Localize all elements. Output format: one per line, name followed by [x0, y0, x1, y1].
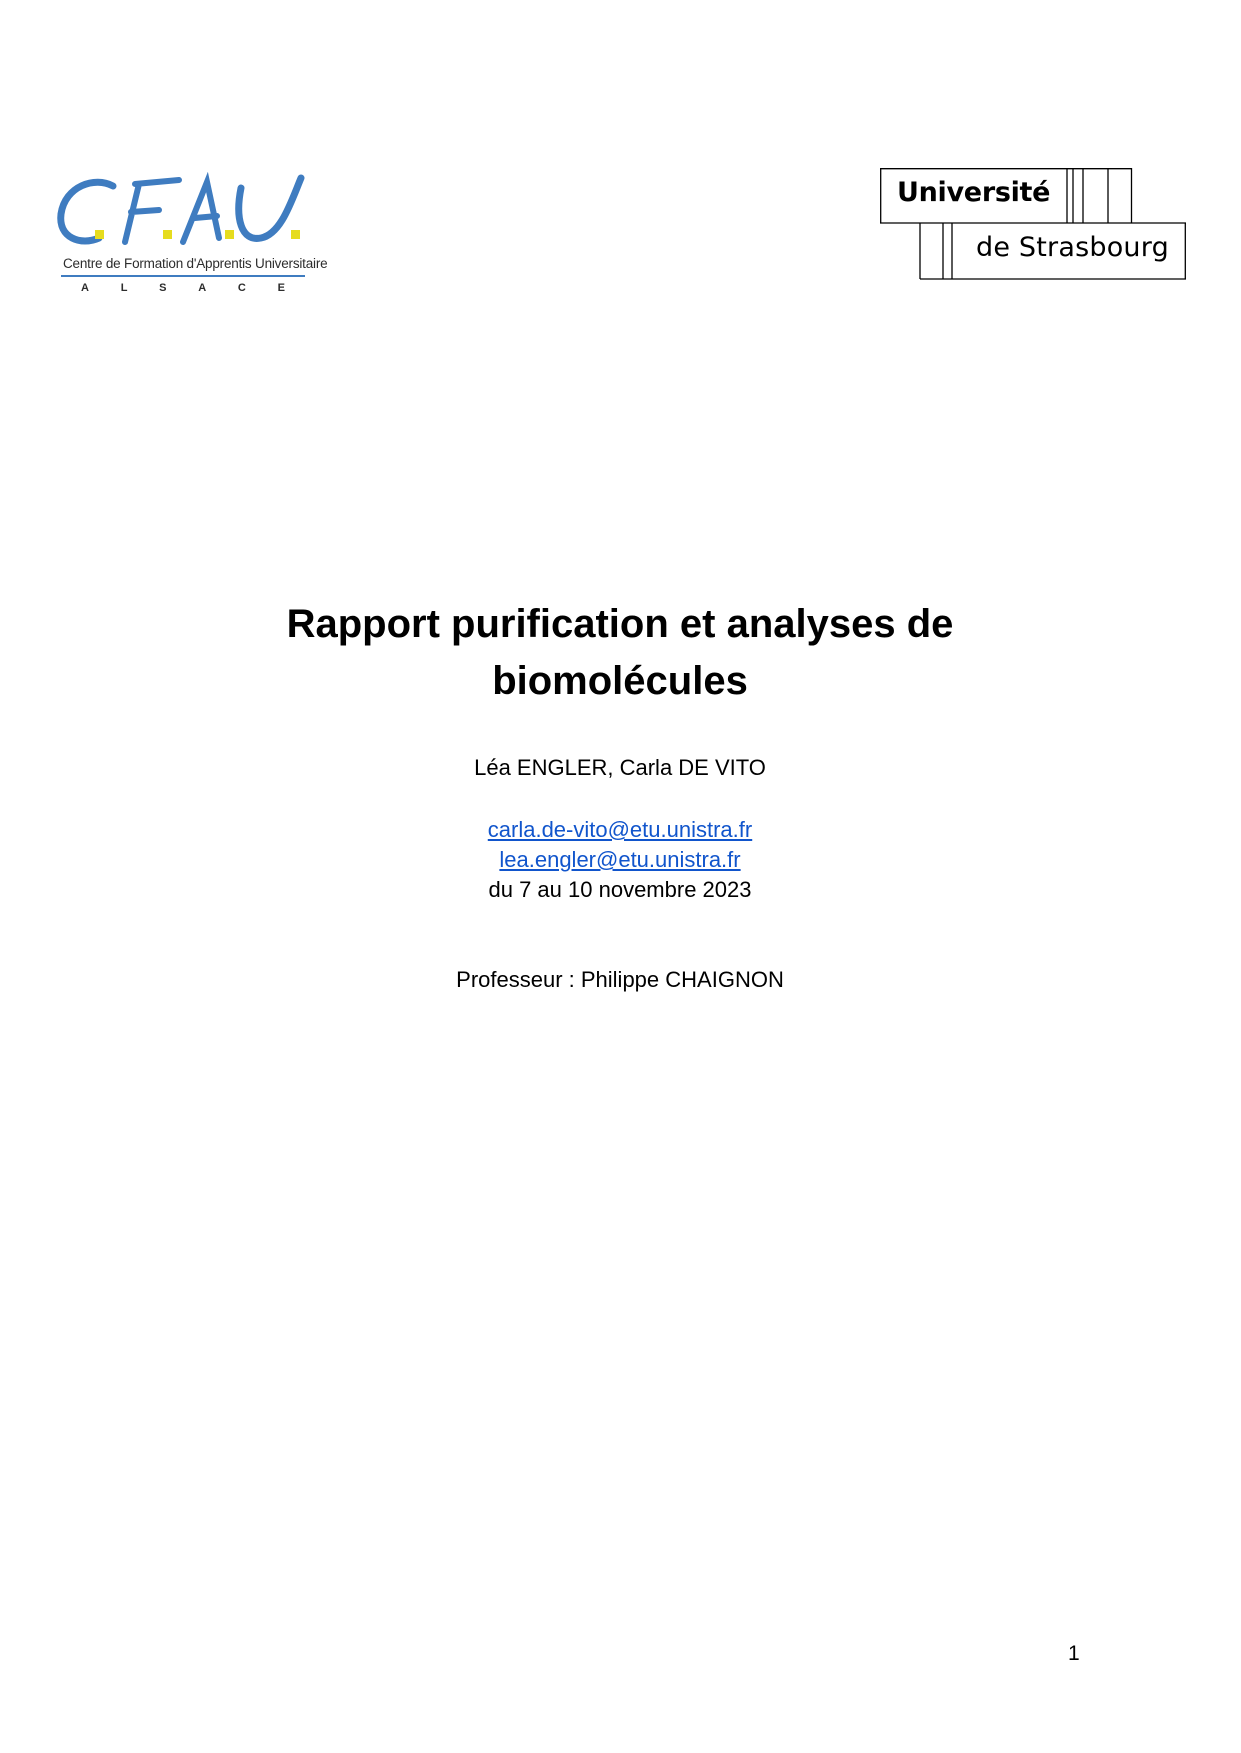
authors: Léa ENGLER, Carla DE VITO [474, 755, 766, 780]
cfau-region-letter: E [277, 282, 285, 294]
page-number: 1 [1068, 1642, 1080, 1665]
university-name-line2: de Strasbourg [976, 232, 1169, 263]
university-name-line1: Université [897, 177, 1051, 208]
cfau-region-letter: L [120, 282, 128, 294]
university-logo [880, 168, 1186, 280]
cfau-subtitle: Centre de Formation d'Apprentis Universitaire [63, 256, 328, 271]
cfau-region [55, 282, 305, 294]
email-link[interactable]: lea.engler@etu.unistra.fr [499, 847, 741, 872]
cfau-rule [61, 275, 305, 277]
email-line [220, 815, 1020, 845]
document-title: Rapport purification et analyses de biomolécules [286, 602, 954, 703]
email-link[interactable]: carla.de-vito@etu.unistra.fr [487, 817, 753, 842]
cfau-logo [55, 172, 328, 302]
cfau-region-letter: A [198, 282, 207, 294]
cfau-region-letter: A [81, 282, 89, 294]
cfau-region-letter: C [237, 282, 246, 294]
cfau-mark-graphic [55, 172, 313, 258]
professor: Professeur : Philippe CHAIGNON [456, 967, 784, 992]
email-line [220, 845, 1020, 875]
dates: du 7 au 10 novembre 2023 [488, 877, 752, 902]
cfau-region-letter: S [159, 282, 167, 294]
